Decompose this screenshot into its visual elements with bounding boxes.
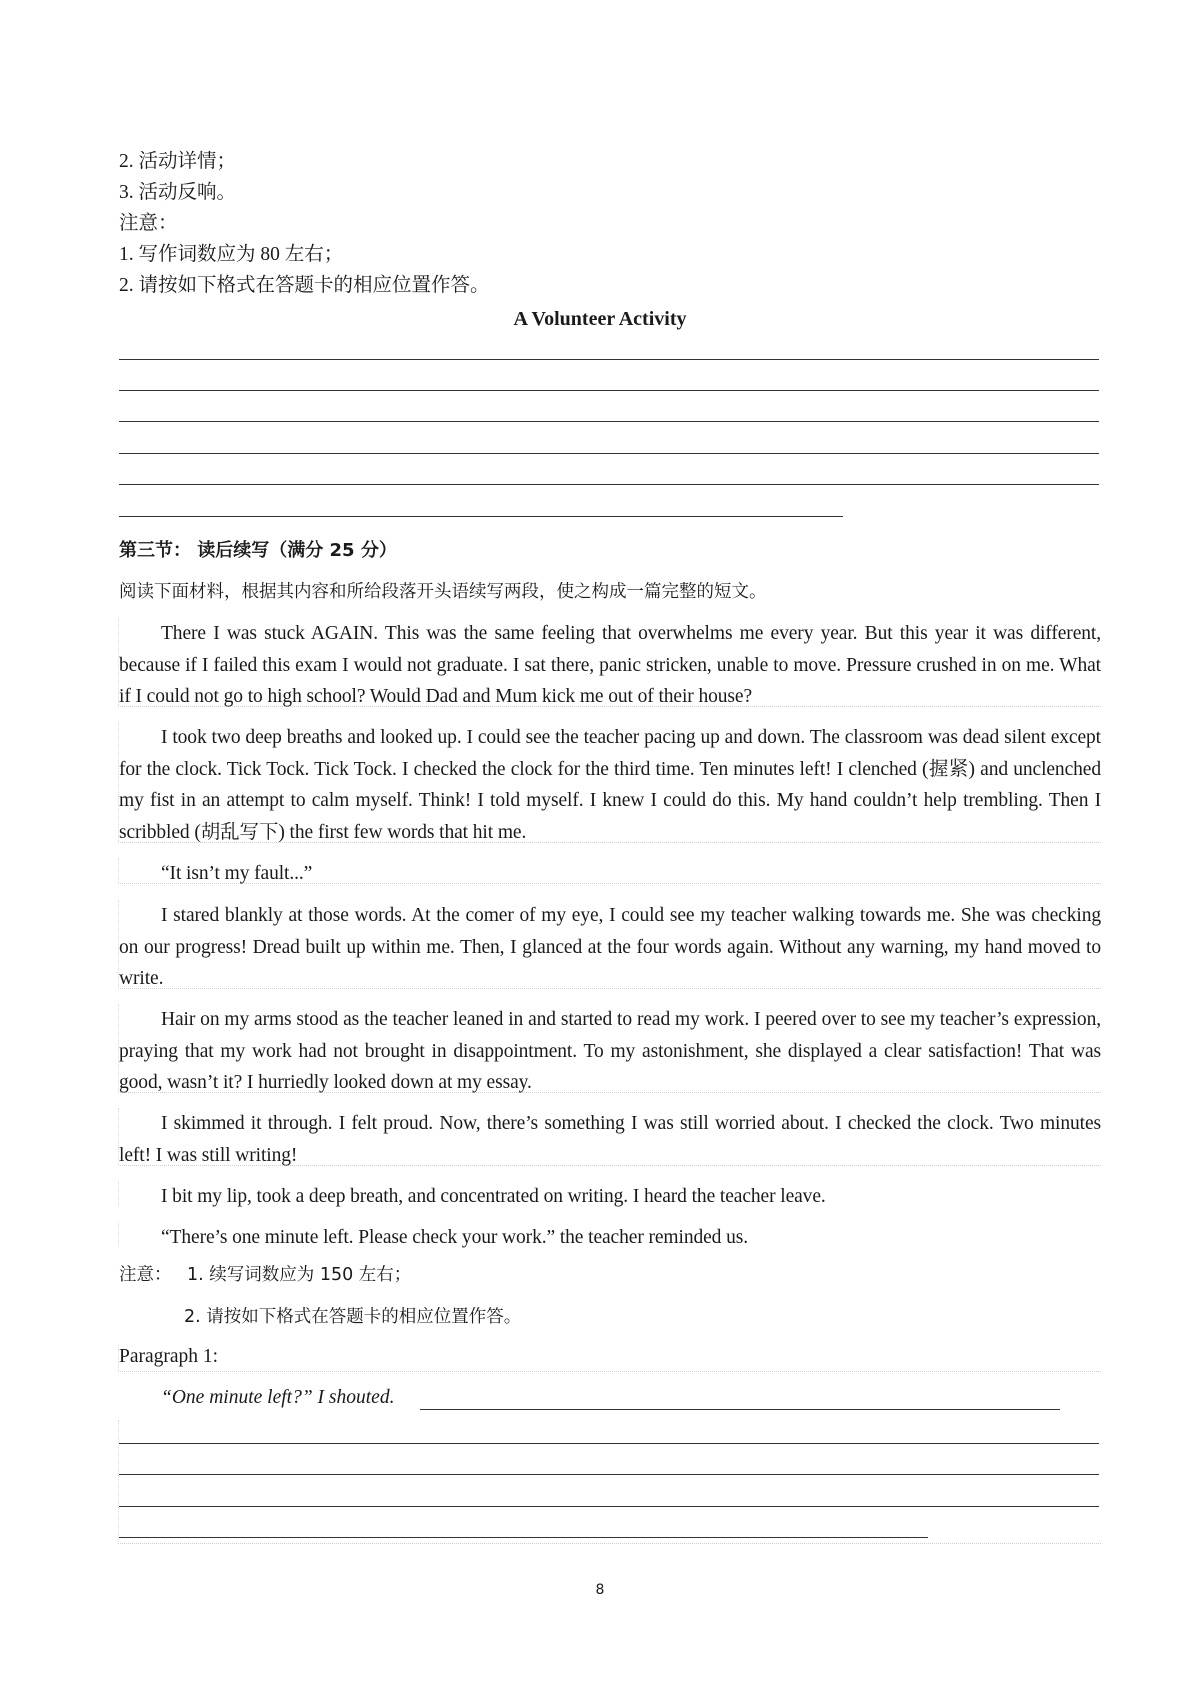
paragraph1-label: Paragraph 1:	[119, 1346, 219, 1367]
answer-line[interactable]	[119, 359, 1099, 360]
continuation-notice-2: 2. 请按如下格式在答题卡的相应位置作答。	[184, 1307, 522, 1327]
paragraph1-label-box	[118, 1345, 1101, 1372]
continuation-notice-1: 1. 续写词数应为 150 左右；	[187, 1265, 412, 1285]
answer-line[interactable]	[119, 421, 1099, 422]
passage-text: I took two deep breaths and looked up. I could see the teacher pacing up and down. The classroom was dead silent except for the clock. Tick Tock. Tick Tock. I checked the clock for the third time. Ten minutes left! I clenched (握紧) and unclenched my fist in an attempt to calm myself. Think! I told myself. I knew I could do this. My hand couldn’t help trembling. Then I scribbled (胡乱写下) the first few words that hit me.	[119, 727, 1101, 843]
notice-item-1: 1. 写作词数应为 80 左右；	[119, 244, 344, 265]
answer-area-box	[118, 1420, 1101, 1544]
answer-line-inline[interactable]	[420, 1409, 1060, 1410]
passage-text: “It isn’t my fault...”	[161, 863, 313, 884]
passage-paragraph	[118, 858, 1101, 884]
passage-paragraph	[118, 1181, 1101, 1206]
passage-text: “There’s one minute left. Please check your work.” the teacher reminded us.	[161, 1227, 749, 1248]
answer-line-short[interactable]	[119, 516, 843, 517]
answer-line[interactable]	[119, 484, 1099, 485]
passage-text: I bit my lip, took a deep breath, and concentrated on writing. I heard the teacher leave.	[161, 1186, 826, 1207]
passage-paragraph	[118, 1004, 1101, 1093]
page-number: 8	[595, 1582, 605, 1598]
passage-paragraph	[118, 618, 1101, 707]
passage-text: There I was stuck AGAIN. This was the same feeling that overwhelms me every year. But this year it was different, because if I failed this exam I would not graduate. I sat there, panic stricken, unable to move. Pressure crushed in on me. What if I could not go to high school? Would Dad and Mum kick me out of their house?	[119, 623, 1101, 707]
writing-title: A Volunteer Activity	[513, 308, 687, 330]
passage-paragraph	[118, 1222, 1101, 1247]
section-heading: 第三节： 读后续写（满分 25 分）	[119, 540, 397, 561]
passage-paragraph	[118, 900, 1101, 989]
outline-item-2: 2. 活动详情；	[119, 151, 237, 172]
continuation-notice-label: 注意：	[119, 1265, 172, 1285]
answer-line[interactable]	[119, 390, 1099, 391]
outline-item-3: 3. 活动反响。	[119, 182, 237, 203]
passage-paragraph	[118, 722, 1101, 843]
answer-line[interactable]	[119, 453, 1099, 454]
passage-text: I stared blankly at those words. At the comer of my eye, I could see my teacher walking towards me. She was checking on our progress! Dread built up within me. Then, I glanced at the four words again. Without any warning, my hand moved to write.	[119, 905, 1101, 989]
passage-text: Hair on my arms stood as the teacher leaned in and started to read my work. I peered over to see my teacher’s expression, praying that my work had not brought in disappointment. To my astonishment, she displayed a clear satisfaction! That was good, wasn’t it? I hurriedly looked down at my essay.	[119, 1009, 1101, 1093]
section-instruction: 阅读下面材料，根据其内容和所给段落开头语续写两段，使之构成一篇完整的短文。	[119, 582, 767, 602]
notice-label: 注意：	[119, 213, 178, 234]
notice-item-2: 2. 请按如下格式在答题卡的相应位置作答。	[119, 275, 490, 296]
passage-paragraph	[118, 1108, 1101, 1166]
passage-text: I skimmed it through. I felt proud. Now, there’s something I was still worried about. I checked the clock. Two minutes left! I was still writing!	[119, 1113, 1101, 1166]
paragraph1-opening: “One minute left?” I shouted.	[161, 1387, 395, 1408]
